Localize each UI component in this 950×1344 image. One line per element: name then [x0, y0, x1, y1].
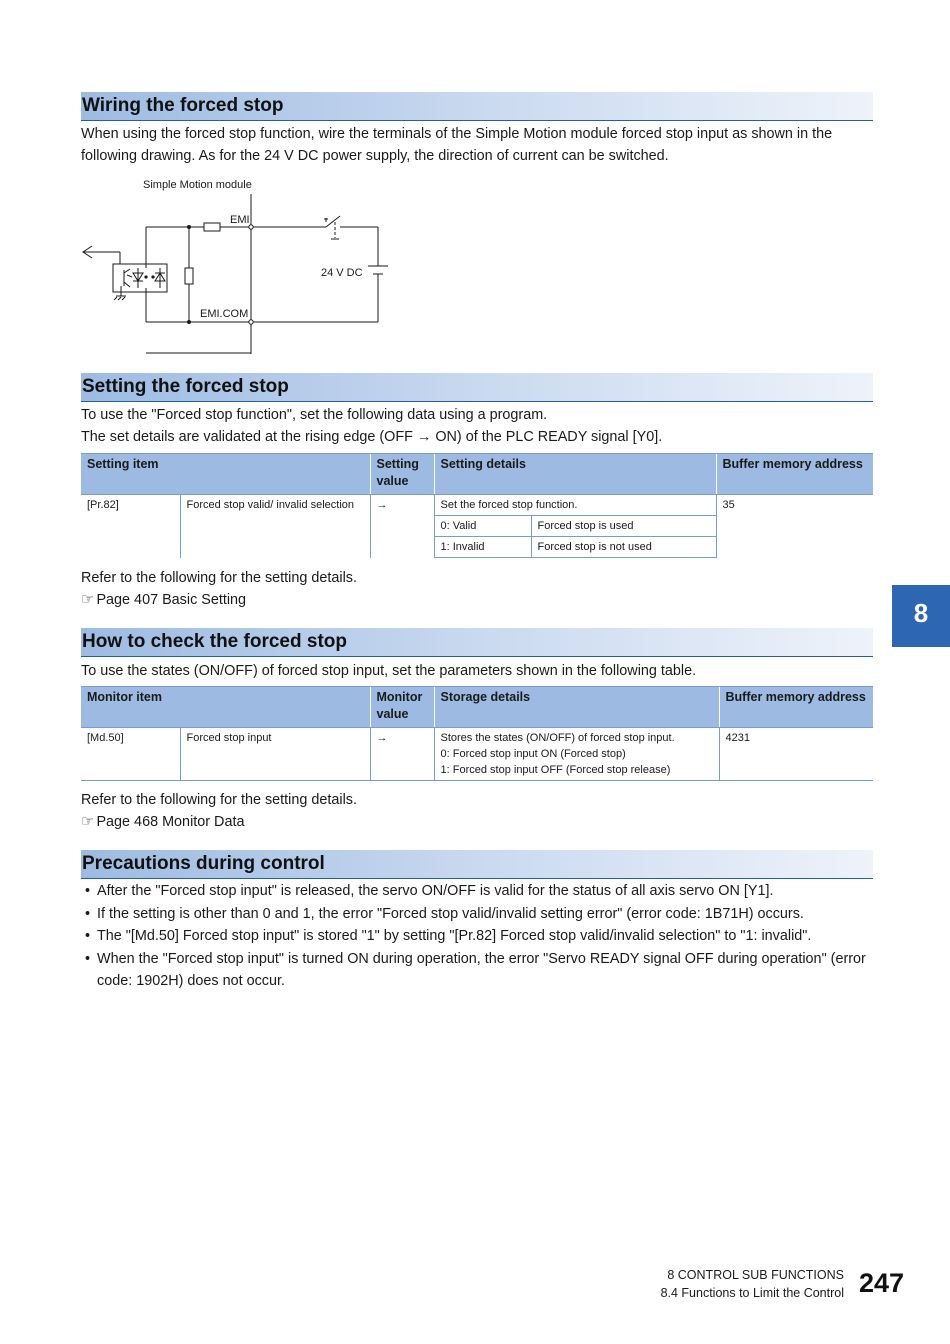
section-heading-wiring	[81, 92, 873, 121]
resistor-top	[204, 223, 220, 231]
terminal-emi-com	[249, 320, 253, 324]
section-title: Wiring the forced stop	[82, 95, 284, 116]
module-label: Simple Motion module	[143, 179, 252, 191]
power-label: 24 V DC	[321, 267, 363, 279]
col-header: Buffer memory address	[716, 454, 873, 495]
col-header: Setting item	[81, 454, 370, 495]
setting-paragraph-2: The set details are validated at the rising edge (OFF → ON) of the PLC READY signal [Y0].	[81, 429, 663, 445]
table-cell: →	[370, 728, 434, 781]
section-heading-precautions	[81, 850, 873, 879]
table-cell: Forced stop input	[180, 728, 370, 781]
table-cell: Forced stop valid/ invalid selection	[180, 495, 370, 558]
storage-detail-line: 1: Forced stop input OFF (Forced stop release)	[440, 764, 671, 776]
precautions-list	[81, 880, 871, 993]
col-header: Setting value	[370, 454, 434, 495]
table-cell: Forced stop is used	[531, 516, 716, 537]
setting-paragraph-1: To use the "Forced stop function", set the following data using a program.	[81, 407, 548, 423]
check-ref-text: Refer to the following for the setting details.	[81, 792, 357, 808]
table-cell: →	[370, 495, 434, 558]
chapter-tab[interactable]: 8	[892, 585, 950, 647]
pointing-hand-icon: ☞	[81, 591, 95, 608]
col-header: Monitor item	[81, 687, 370, 728]
ref-link-label: Page 407 Basic Setting	[96, 592, 247, 608]
table-cell: 0: Valid	[434, 516, 531, 537]
table-cell	[434, 728, 719, 781]
table-cell: 1: Invalid	[434, 537, 531, 558]
check-paragraph-1: To use the states (ON/OFF) of forced stop input, set the parameters shown in the following table.	[81, 663, 697, 679]
footer-chapter: 8 CONTROL SUB FUNCTIONS	[667, 1268, 844, 1282]
section-title: Precautions during control	[82, 853, 325, 874]
table-cell: Forced stop is not used	[531, 537, 716, 558]
pointing-hand-icon: ☞	[81, 813, 95, 830]
resistor-vertical	[185, 268, 193, 284]
ref-link-label: Page 468 Monitor Data	[96, 814, 245, 830]
footer-section: 8.4 Functions to Limit the Control	[660, 1286, 844, 1300]
section-title: How to check the forced stop	[82, 631, 347, 652]
list-item: • The "[Md.50] Forced stop input" is stored "1" by setting "[Pr.82] Forced stop valid/invalid selection" to "1: invalid".	[81, 925, 871, 948]
table-cell: [Pr.82]	[81, 495, 180, 558]
emi-com-label: EMI.COM	[200, 308, 249, 320]
section-heading-check	[81, 628, 873, 657]
col-header: Storage details	[434, 687, 719, 728]
list-item: • If the setting is other than 0 and 1, the error "Forced stop valid/invalid setting error" (error code: 1B71H) occurs.	[81, 903, 871, 926]
col-header: Monitor value	[370, 687, 434, 728]
table-cell: 4231	[719, 728, 873, 781]
monitor-table	[81, 686, 873, 781]
emergency-switch	[326, 216, 340, 227]
wiring-diagram	[78, 172, 398, 360]
table-cell: Set the forced stop function.	[434, 495, 716, 516]
section-title: Setting the forced stop	[82, 376, 289, 397]
section-heading-setting	[81, 373, 873, 402]
list-item: • When the "Forced stop input" is turned ON during operation, the error "Servo READY signal OFF during operation" (error code: 1902H) does not occur.	[81, 948, 871, 993]
wiring-paragraph-1: When using the forced stop function, wire the terminals of the Simple Motion module forced stop input as shown in the	[81, 126, 833, 142]
list-item: • After the "Forced stop input" is released, the servo ON/OFF is valid for the status of all axis servo ON [Y1].	[81, 880, 871, 903]
table-cell: [Md.50]	[81, 728, 180, 781]
setting-ref-text: Refer to the following for the setting details.	[81, 570, 357, 586]
col-header: Setting details	[434, 454, 716, 495]
wiring-paragraph-2: following drawing. As for the 24 V DC power supply, the direction of current can be switched.	[81, 148, 669, 164]
setting-table	[81, 453, 873, 558]
check-ref-link[interactable]	[81, 812, 244, 830]
emi-label: EMI	[230, 214, 250, 226]
storage-detail-line: Stores the states (ON/OFF) of forced stop input.	[440, 732, 675, 744]
col-header: Buffer memory address	[719, 687, 873, 728]
table-cell: 35	[716, 495, 873, 558]
page-number: 247	[859, 1268, 905, 1298]
setting-ref-link[interactable]	[81, 590, 246, 608]
storage-detail-line: 0: Forced stop input ON (Forced stop)	[440, 748, 626, 760]
